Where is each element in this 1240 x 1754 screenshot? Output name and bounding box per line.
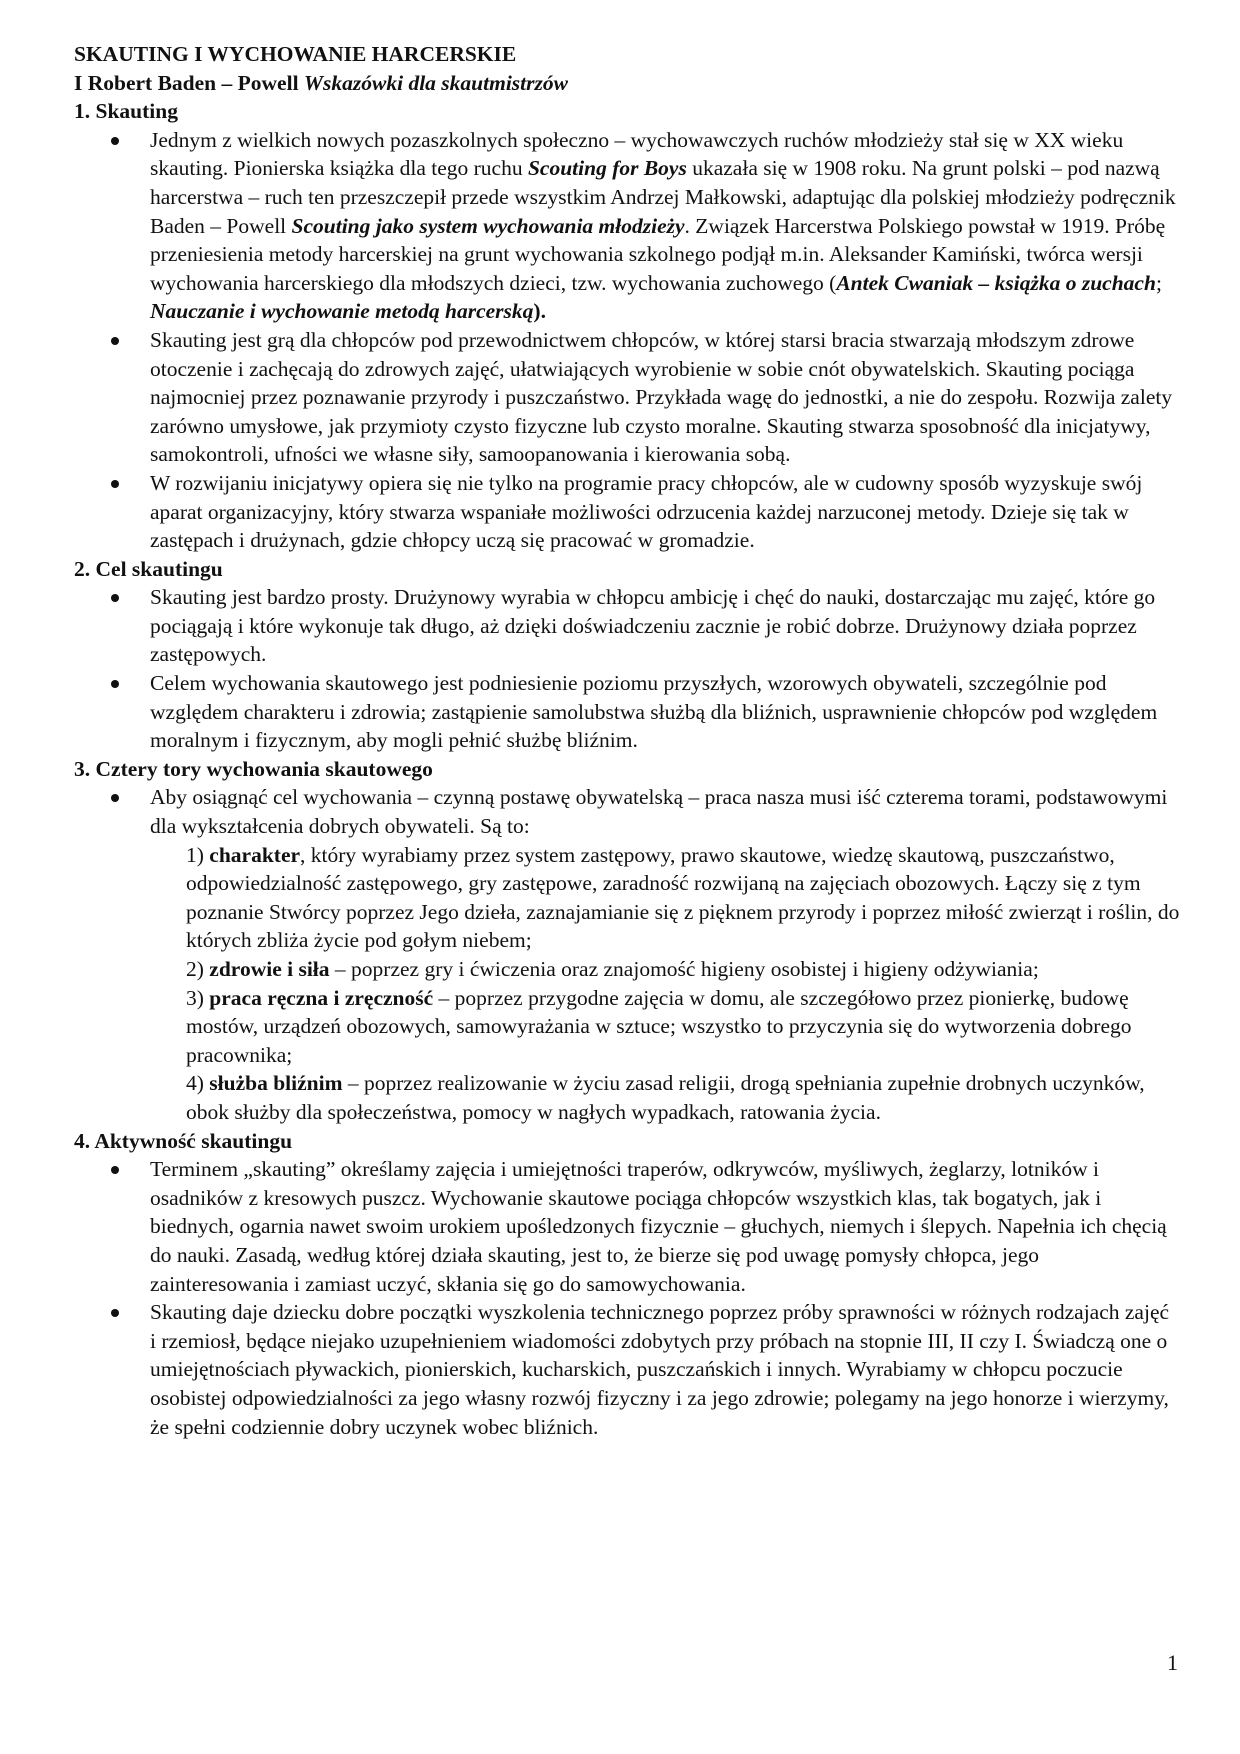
paragraph-text: Jednym z wielkich nowych pozaszkolnych społeczno – wychowawczych ruchów młodzieży stał się w XX wieku skauting. Pionierska książka dla tego ruchu — [150, 127, 1124, 181]
document-page — [74, 40, 1180, 1441]
page-number: 1 — [1167, 1650, 1178, 1675]
item-number: 3) — [186, 985, 210, 1010]
section-heading: 3. Cztery tory wychowania skautowego — [74, 756, 433, 781]
item-text: – poprzez gry i ćwiczenia oraz znajomość higieny osobistej i higieny odżywiania; — [329, 957, 1039, 981]
section-heading: 4. Aktywność skautingu — [74, 1128, 293, 1153]
item-text: – poprzez przygodne zajęcia w domu, ale szczegółowo przez pionierkę, budowę mostów, urządzeń obozowych, samowyrażania w sztuce; wszystko to przyczynia się do wytworzenia dobrego pracownika; — [186, 985, 1132, 1067]
bullet-paragraph: Terminem „skauting” określamy zajęcia i umiejętności traperów, odkrywców, myśliwych, żeglarzy, lotników i osadników z kresowych puszcz. Wychowanie skautowe pociąga chłopców wszystkich klas, tak bogatych, jak i biednych, ogarnia nawet swoim urokiem upośledzonych fizycznie – głuchych, niemych i ślepych. Napełnia ich chęcią do nauki. Zasadą, według której działa skauting, jest to, że bierze się pod uwagę pomysły chłopca, jego zainteresowania i zamiast uczyć, skłania się go do samowychowania. — [74, 1155, 1180, 1298]
book-title: Nauczanie i wychowanie metodą harcerską — [150, 299, 534, 324]
numbered-item — [186, 984, 1180, 1070]
numbered-item — [186, 955, 1180, 984]
paragraph-text: . Związek Harcerstwa Polskiego powstał w 1919. Próbę przeniesienia metody harcerskiej na grunt wychowania szkolnego podjął m.in. Aleksander Kamiński, twórca wersji wychowania harcerskiego dla młodszych dzieci, tzw. wychowania zuchowego ( — [150, 213, 1166, 295]
bullet-list — [74, 126, 1180, 555]
bullet-paragraph: Celem wychowania skautowego jest podniesienie poziomu przyszłych, wzorowych obywateli, szczególnie pod względem charakteru i zdrowia; zastąpienie samolubstwa służbą dla bliźnich, usprawnienie chłopców pod względem moralnym i fizycznym, aby mogli pełnić służbę bliźnim. — [74, 669, 1180, 755]
item-text: , który wyrabiamy przez system zastępowy, prawo skautowe, wiedzę skautową, puszczaństwo, odpowiedzialność zastępowego, gry zastępowe, zaradność rozwijaną na zajęciach obozowych. Łączy się z tym poznanie Stwórcy poprzez Jego dzieła, zaznajamianie się z pięknem przyrody i poprzez miłość zwierząt i roślin, do których zbliża życie pod gołym niebem; — [186, 842, 1180, 953]
paragraph-text: Aby osiągnąć cel wychowania – czynną postawę obywatelską – praca nasza musi iść czterema torami, podstawowymi dla wykształcenia dobrych obywateli. Są to: — [150, 785, 1168, 839]
bullet-list — [74, 583, 1180, 755]
numbered-item — [186, 841, 1180, 955]
numbered-item — [186, 1069, 1180, 1126]
book-title: Scouting jako system wychowania młodzieży — [291, 213, 685, 238]
section-heading: 2. Cel skautingu — [74, 556, 223, 581]
item-term: zdrowie i siła — [209, 957, 330, 981]
book-title: Scouting for Boys — [527, 156, 687, 181]
paragraph-text: ). — [533, 299, 546, 324]
document-subtitle — [74, 69, 1180, 98]
item-term: praca ręczna i zręczność — [209, 985, 434, 1010]
section-heading: 1. Skauting — [74, 99, 178, 124]
item-number: 4) — [186, 1071, 210, 1096]
bullet-paragraph: Skauting jest grą dla chłopców pod przewodnictwem chłopców, w której starsi bracia stwarzają młodszym zdrowe otoczenie i zachęcają do zdrowych zajęć, ułatwiających wyrobienie w sobie cnót obywatelskich. Skauting pociąga najmocniej przez poznawanie przyrody i puszczaństwo. Przykłada wagę do jednostki, a nie do zespołu. Rozwija zalety zarówno umysłowe, jak przymioty czysto fizyczne lub czysto moralne. Skauting stwarza sposobność dla inicjatywy, samokontroli, ufności we własne siły, samoopanowania i kierowania sobą. — [74, 326, 1180, 469]
subtitle-author: I Robert Baden – Powell — [74, 70, 299, 95]
item-term: charakter — [209, 842, 301, 867]
item-number: 1) — [186, 842, 210, 867]
bullet-list — [74, 1155, 1180, 1441]
bullet-paragraph: Skauting jest bardzo prosty. Drużynowy wyrabia w chłopcu ambicję i chęć do nauki, dostarczając mu zajęć, które go pociągają i które wykonuje tak długo, aż dzięki doświadczeniu zacznie je robić dobrze. Drużynowy działa poprzez zastępowych. — [74, 583, 1180, 669]
bullet-paragraph: Skauting daje dziecku dobre początki wyszkolenia technicznego poprzez próby sprawności w różnych rodzajach zajęć i rzemiosł, będące niejako uzupełnieniem wiadomości zdobytych przy próbach na stopnie III, II czy I. Świadczą one o umiejętnościach pływackich, pionierskich, kucharskich, puszczańskich i innych. Wyrabiamy w chłopcu poczucie osobistej odpowiedzialności za jego własny rozwój fizyczny i za jego zdrowie; polegamy na jego honorze i wierzymy, że spełni codziennie dobry uczynek wobec bliźnich. — [74, 1298, 1180, 1441]
book-title: Antek Cwaniak – książka o zuchach — [836, 270, 1156, 295]
bullet-list — [74, 783, 1180, 1126]
item-text: – poprzez realizowanie w życiu zasad religii, drogą spełniania zupełnie drobnych uczynków, obok służby dla społeczeństwa, pomocy w nagłych wypadkach, ratowania życia. — [186, 1071, 1145, 1124]
bullet-paragraph — [74, 126, 1180, 326]
item-term: służba bliźnim — [209, 1071, 343, 1096]
bullet-paragraph — [74, 783, 1180, 1126]
numbered-list — [150, 841, 1180, 1127]
bullet-paragraph: W rozwijaniu inicjatywy opiera się nie tylko na programie pracy chłopców, ale w cudowny sposób wyzyskuje swój aparat organizacyjny, który stwarza wspaniałe możliwości odrzucenia każdej narzuconej metody. Dzieje się tak w zastępach i drużynach, gdzie chłopcy uczą się pracować w gromadzie. — [74, 469, 1180, 555]
paragraph-text: ; — [1155, 270, 1162, 295]
document-title: SKAUTING I WYCHOWANIE HARCERSKIE — [74, 42, 517, 66]
item-number: 2) — [186, 957, 210, 981]
paragraph-text: ukazała się w 1908 roku. Na grunt polski – pod nazwą harcerstwa – ruch ten przeszczepił przede wszystkim Andrzej Małkowski, adaptując dla polskiej młodzieży podręcznik Baden – Powell — [150, 156, 1176, 238]
subtitle-work: Wskazówki dla skautmistrzów — [303, 70, 568, 95]
